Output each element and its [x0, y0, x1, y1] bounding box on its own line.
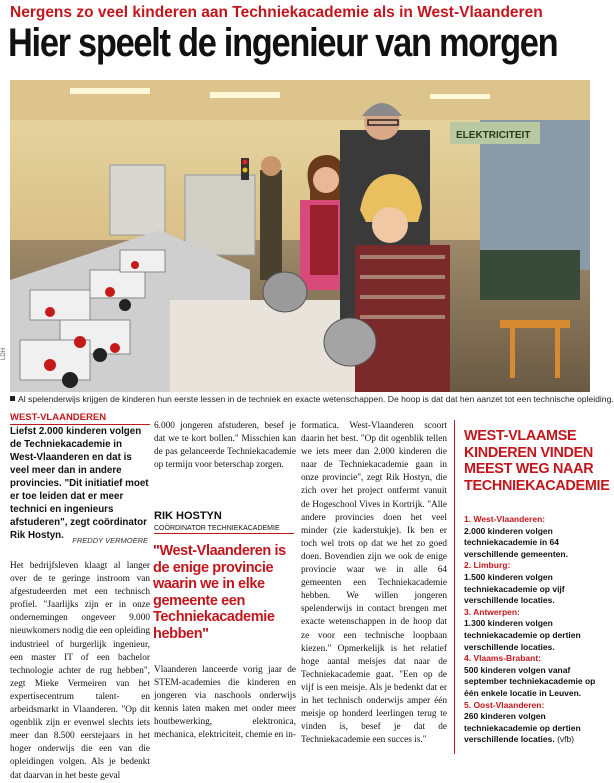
byline: FREDDY VERMOERE: [72, 536, 148, 545]
quote-name: RIK HOSTYN: [154, 510, 222, 522]
classroom-photo-illustration: [10, 80, 590, 392]
sidebar-entry-text: 1.300 kinderen volgen techniekacademie op dertien verschillende locaties.: [464, 618, 581, 652]
article-photo: [10, 80, 590, 392]
region-label: WEST-VLAANDEREN: [10, 412, 150, 425]
sidebar-entry-region: 1. West-Vlaanderen:: [464, 514, 546, 524]
pull-quote: "West-Vlaanderen is de enige provincie waarin we in elke gemeente een Techniekacademie hebben": [153, 543, 286, 642]
sidebar-title: WEST-VLAAMSE KINDEREN VINDEN MEEST WEG NAAR TECHNIEKACADEMIE: [464, 428, 610, 494]
body-column-1: Het bedrijfsleven klaagt al langer over de te geringe instroom van afgestudeerden met een technisch profiel. "Jaarlijks zijn er in onze ondernemingen ongeveer 9.000 nieuwkomers nodig die een opleiding industrieel of burgerlijk ingenieur, een master IT of een bachelor technologie achter de rug hebben", zegt Mieke Vermeiren van het expertisecentrum talent- en arbeidsmarkt in Vlaanderen. "Op dit ogenblik zijn er evenwel slechts iets meer dan 8.500 eerstejaars in het hoger onderwijs die een van die opleidingen volgen. Als je bedenkt dat daarvan in het beste geval: [10, 561, 150, 781]
body-column-2-top: 6.000 jongeren afstuderen, besef je dat we te kort bollen." Misschien kan de pas gelanceerde Techniekacademie op termijn voor beterschap zorgen.: [154, 421, 296, 471]
sidebar-entry-region: 4. Vlaams-Brabant:: [464, 653, 541, 664]
wall-sign: ELEKTRICITEIT: [456, 130, 531, 141]
sidebar-entry-region: 2. Limburg:: [464, 560, 511, 571]
quote-role: COÖRDINATOR TECHNIEKACADEMIE: [154, 525, 294, 534]
sidebar-list: [464, 514, 596, 746]
sidebar-entry: [464, 653, 596, 699]
photo-caption: [10, 394, 614, 404]
sidebar-tag: (vfb): [557, 734, 575, 745]
article-lead: Liefst 2.000 kinderen volgen de Techniekacademie in West-Vlaanderen en dat is veel meer dan in andere provincies. "Dit initiatief moet er toe leiden dat er meer technici en ingenieurs afstuderen", zegt coördinator Rik Hostyn.: [10, 426, 149, 541]
body-column-2-bottom: Vlaanderen lanceerde vorig jaar de STEM-academies die kinderen en jongeren via naschools onderwijs kennis laten maken met onder meer houtbewerking, elektronica, mechanica, elektriciteit, chemie en in-: [154, 665, 296, 741]
caption-bullet: [10, 396, 15, 401]
article-headline: Hier speelt de ingenieur van morgen: [8, 21, 558, 65]
sidebar-entry: [464, 700, 596, 746]
article-kicker: Nergens zo veel kinderen aan Techniekacademie als in West-Vlaanderen: [10, 4, 543, 21]
photo-caption-text: Al spelenderwijs krijgen de kinderen hun eerste lessen in de techniek en exacte wetenschappen. De hoop is dat dat hen aanzet tot een technische opleiding.: [18, 394, 614, 404]
sidebar-entry: [464, 514, 596, 560]
sidebar-entry-region: 5. Oost-Vlaanderen:: [464, 699, 545, 710]
sidebar-entry-text: 2.000 kinderen volgen techniekacademie in 64 verschillende gemeenten.: [464, 525, 568, 559]
sidebar-entry: [464, 560, 596, 606]
sidebar-entry-text: 500 kinderen volgen vanaf september techniekacademie op één enkele locatie in Leuven.: [464, 664, 596, 698]
sidebar-entry-text: 260 kinderen volgen techniekacademie op dertien verschillende locaties.: [464, 711, 581, 745]
sidebar-entry: [464, 607, 596, 653]
sidebar-entry-text: 1.500 kinderen volgen techniekacademie op vijf verschillende locaties.: [464, 571, 565, 606]
sidebar-entry-region: 3. Antwerpen:: [464, 606, 520, 617]
photo-credit: LDH: [1, 347, 7, 360]
body-column-3: formatica. West-Vlaanderen scoort daarin het best. "Op dit ogenblik tellen we iets meer dan 2.000 kinderen die naar de Techniekacademie gaan in onze provincie", zegt Rik Hostyn, die zich over het project ontfermt vanuit de Hogeschool Vives in Kortrijk. "Alle andere provincies doen het veel minder (zie kaderstukje). Ik ben er toch wel trots op dat we het zo goed doen. Bovendien zijn we ook de enige provincie waar we in alle 64 gemeenten een Techniekacademie hebben. We willen jongeren spelenderwijs in contact brengen met exacte wetenschappen in de hoop dat ze voor een technische loopbaan kiezen." Opmerkelijk is het relatief hoge aantal meisjes dat naar de Techniekacademie gaat. "Een op de vijf is een meisje. Als je bedenkt dat er in het technisch onderwijs amper één meisje op honderd leerlingen terug te vinden is, besef je dat de Techniekacademie een succes is.": [301, 421, 447, 746]
